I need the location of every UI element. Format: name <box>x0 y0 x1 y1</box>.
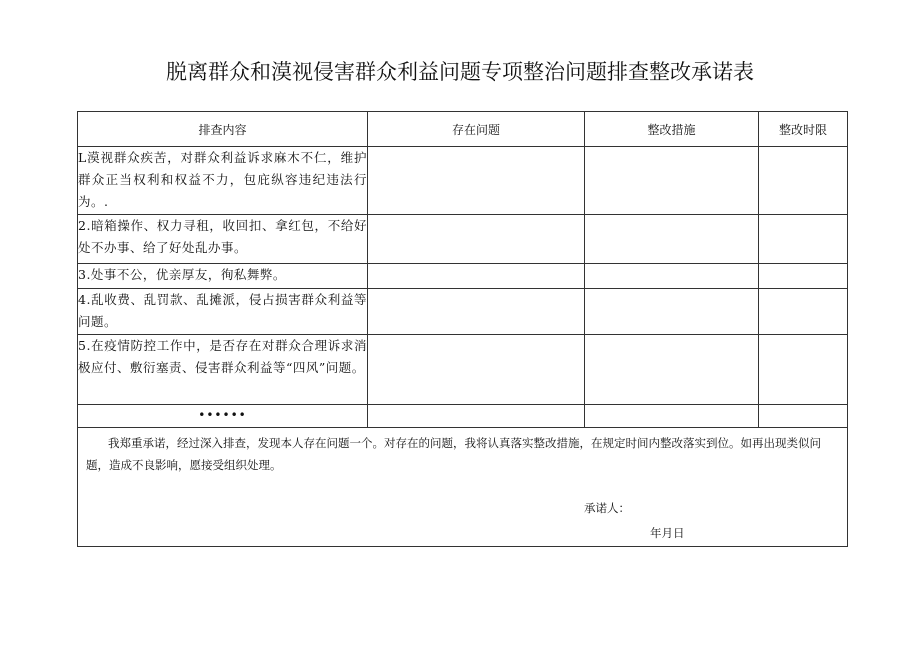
row-4-content: 4.乱收费、乱罚款、乱摊派，侵占损害群众利益等问题。 <box>78 289 368 335</box>
row-1-problems-cell[interactable] <box>368 147 585 215</box>
table-row <box>78 215 848 264</box>
row-1-deadline-cell[interactable] <box>759 147 848 215</box>
header-rectification-measures: 整改措施 <box>585 112 759 147</box>
row-3-deadline-cell[interactable] <box>759 264 848 289</box>
table-row <box>78 147 848 215</box>
row-6-deadline-cell[interactable] <box>759 405 848 428</box>
row-3-problems-cell[interactable] <box>368 264 585 289</box>
row-2-measures-cell[interactable] <box>585 215 759 264</box>
inspection-table <box>77 111 848 547</box>
table-row <box>78 405 848 428</box>
header-rectification-deadline: 整改时限 <box>759 112 848 147</box>
table-header-row <box>78 112 848 147</box>
row-4-deadline-cell[interactable] <box>759 289 848 335</box>
table-row <box>78 264 848 289</box>
row-1-measures-cell[interactable] <box>585 147 759 215</box>
header-existing-problems: 存在问题 <box>368 112 585 147</box>
row-6-problems-cell[interactable] <box>368 405 585 428</box>
pledge-statement: 我郑重承诺，经过深入排查，发现本人存在问题一个。对存在的问题，我将认真落实整改措施，在规定时间内整改落实到位。如再出现类似问题，造成不良影响，愿接受组织处理。 <box>86 436 821 472</box>
row-3-measures-cell[interactable] <box>585 264 759 289</box>
form-title: 脱离群众和漠视侵害群众利益问题专项整治问题排查整改承诺表 <box>166 60 754 84</box>
row-2-content: 2.暗箱操作、权力寻租，收回扣、拿红包，不给好处不办事、给了好处乱办事。 <box>78 215 368 264</box>
row-4-measures-cell[interactable] <box>585 289 759 335</box>
header-inspection-content: 排查内容 <box>78 112 368 147</box>
row-2-problems-cell[interactable] <box>368 215 585 264</box>
table-row <box>78 335 848 405</box>
row-1-content: L漠视群众疾苦，对群众利益诉求麻木不仁，维护群众正当权利和权益不力，包庇纵容违纪违法行为。. <box>78 147 368 215</box>
row-3-content: 3.处事不公，优亲厚友，徇私舞弊。 <box>78 264 368 289</box>
row-5-deadline-cell[interactable] <box>759 335 848 405</box>
ellipsis-cell: •••••• <box>78 405 368 428</box>
row-5-problems-cell[interactable] <box>368 335 585 405</box>
pledge-cell <box>78 428 848 547</box>
row-5-content: 5.在疫情防控工作中，是否存在对群众合理诉求消极应付、敷衍塞责、侵害群众利益等“四风”问题。 <box>78 335 368 405</box>
row-5-measures-cell[interactable] <box>585 335 759 405</box>
row-6-measures-cell[interactable] <box>585 405 759 428</box>
table-row <box>78 289 848 335</box>
signer-label: 承诺人： <box>584 501 630 515</box>
pledge-row <box>78 428 848 547</box>
row-2-deadline-cell[interactable] <box>759 215 848 264</box>
row-4-problems-cell[interactable] <box>368 289 585 335</box>
date-label: 年月日 <box>650 526 685 540</box>
